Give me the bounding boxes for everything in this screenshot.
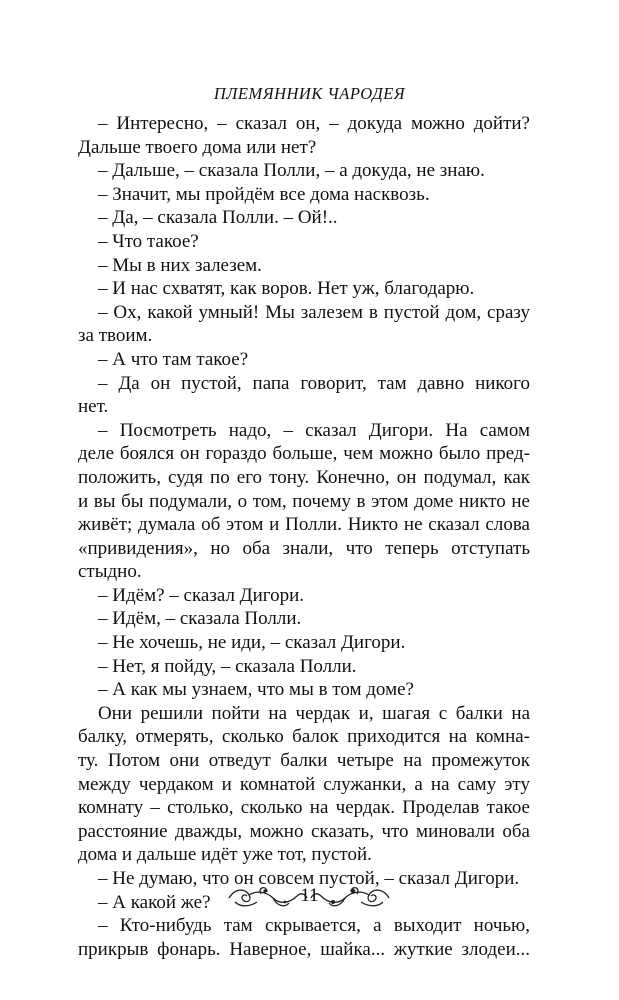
text-line: – Что такое? bbox=[98, 230, 199, 252]
text-line: – Да он пустой, папа говорит, там давно никого bbox=[98, 372, 530, 394]
text-line: комнату – столько, сколько на чердак. Проделав такое bbox=[78, 797, 530, 819]
text-line: – Интересно, – сказал он, – докуда можно дойти? bbox=[98, 113, 530, 134]
text-line: – Мы в них залезем. bbox=[98, 254, 262, 276]
text-line: «привидения», но оба знали, что теперь отступать bbox=[78, 537, 530, 559]
text-line: дома и дальше идёт уже тот, пустой. bbox=[78, 844, 372, 866]
text-line: – Дальше, – сказала Полли, – а докуда, не знаю. bbox=[98, 160, 485, 182]
text-line: – Значит, мы пройдём все дома насквозь. bbox=[98, 183, 430, 205]
text-line: – Не хочешь, не иди, – сказал Дигори. bbox=[98, 632, 406, 654]
text-line: – Идём, – сказала Полли. bbox=[98, 608, 302, 630]
text-line: – Да, – сказала Полли. – Ой!.. bbox=[98, 207, 338, 229]
text-line: – Кто-нибудь там скрывается, а выходит ночью, bbox=[98, 915, 530, 937]
page-footer bbox=[0, 882, 619, 916]
text-line: – А как мы узнаем, что мы в том доме? bbox=[98, 679, 414, 701]
text-line: – И нас схватят, как воров. Нет уж, благодарю. bbox=[98, 278, 475, 300]
text-line: нет. bbox=[78, 396, 109, 418]
body-text bbox=[78, 112, 530, 961]
text-line: стыдно. bbox=[78, 561, 142, 583]
text-line: – Идём? – сказал Дигори. bbox=[98, 584, 305, 606]
text-line: расстояние дважды, можно сказать, что миновали оба bbox=[78, 820, 530, 842]
text-line: положить, судя по его тону. Конечно, он подумал, как bbox=[78, 466, 530, 488]
text-line: деле боялся он гораздо больше, чем можно было пред- bbox=[78, 443, 530, 465]
text-line: – А что там такое? bbox=[98, 348, 249, 370]
text-line: прикрыв фонарь. Наверное, шайка... жуткие злодеи... bbox=[78, 938, 530, 960]
page-number: 11 bbox=[300, 885, 319, 906]
text-line: и вы бы подумали, о том, почему в этом доме никто не bbox=[78, 490, 530, 512]
text-line: балку, отмерять, сколько балок приходится на комна- bbox=[78, 726, 530, 748]
text-line: – Нет, я пойду, – сказала Полли. bbox=[98, 655, 357, 677]
text-line: – Не думаю, что он совсем пустой, – сказал Дигори. bbox=[98, 868, 520, 889]
text-line: – А какой же? bbox=[98, 891, 211, 913]
text-line: между чердаком и комнатой служанки, а на саму эту bbox=[78, 773, 530, 795]
text-line: – Ох, какой умный! Мы залезем в пустой дом, сразу bbox=[98, 301, 530, 323]
text-line: – Посмотреть надо, – сказал Дигори. На самом bbox=[98, 419, 530, 441]
running-header: ПЛЕМЯННИК ЧАРОДЕЯ bbox=[213, 84, 406, 103]
text-line: Дальше твоего дома или нет? bbox=[78, 136, 317, 158]
text-line: ту. Потом они отведут балки четыре на промежуток bbox=[78, 750, 530, 772]
floral-ornament-icon bbox=[309, 882, 391, 912]
text-line: живёт; думала об этом и Полли. Никто не сказал слова bbox=[78, 514, 530, 536]
text-line: Они решили пойти на чердак и, шагая с балки на bbox=[98, 702, 530, 724]
text-line: за твоим. bbox=[78, 325, 153, 347]
